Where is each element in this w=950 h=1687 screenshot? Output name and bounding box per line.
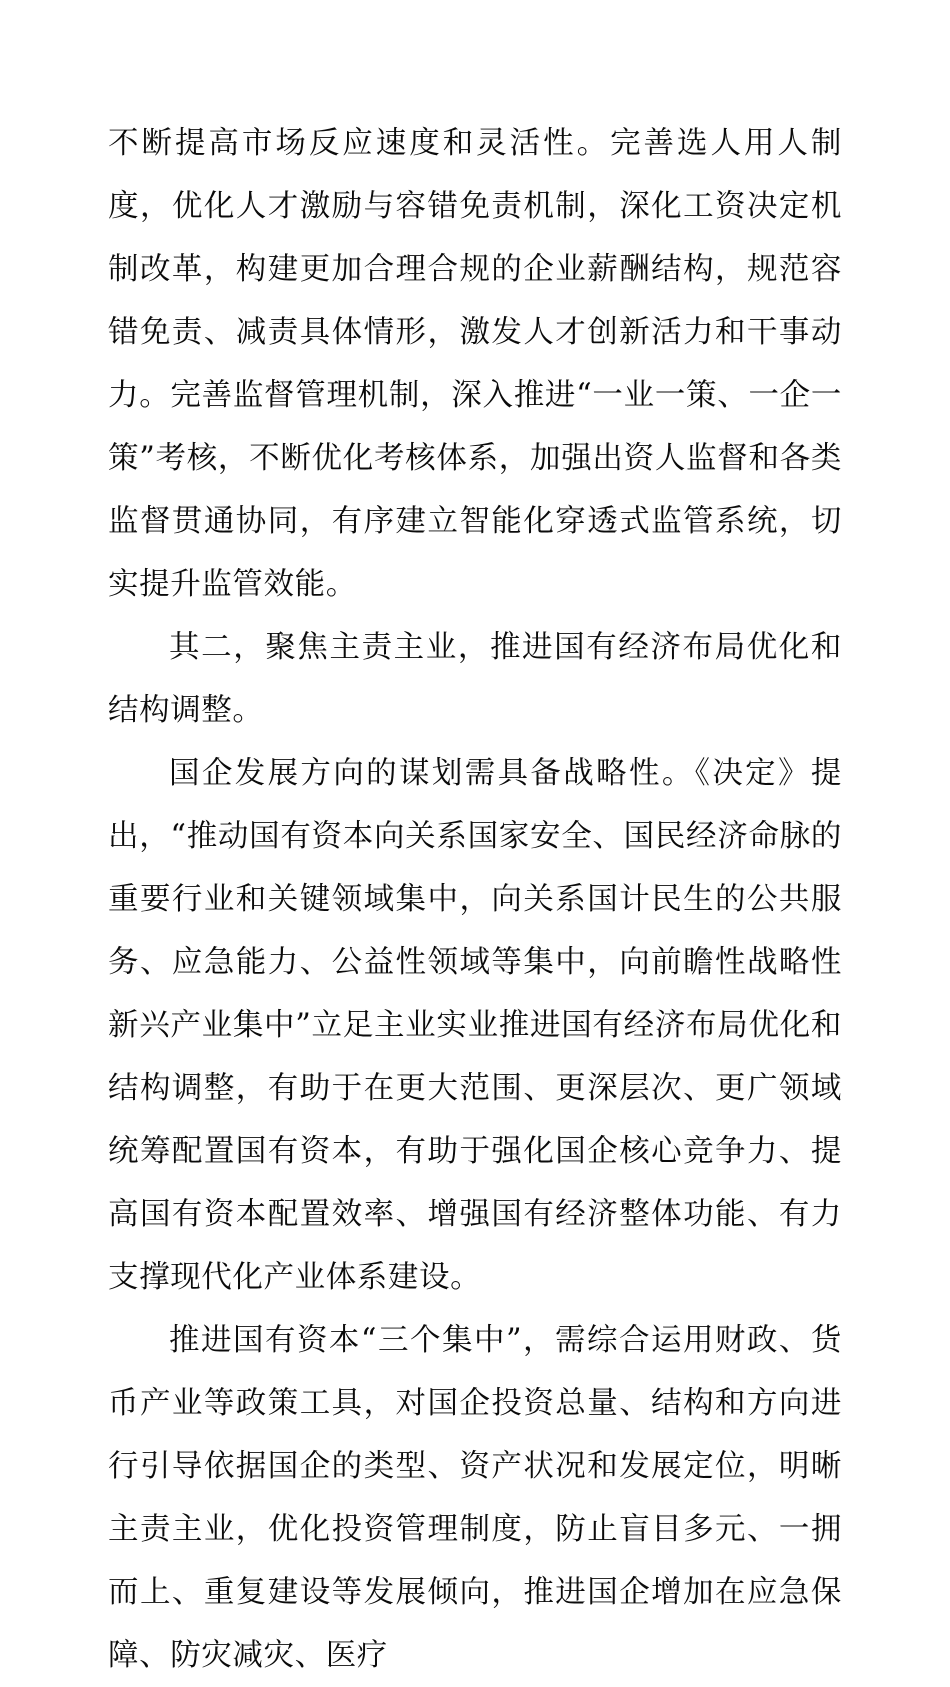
paragraph-1: 不断提高市场反应速度和灵活性。完善选人用人制度，优化人才激励与容错免责机制，深化工资决定机制改革，构建更加合理合规的企业薪酬结构，规范容错免责、减责具体情形，激发人才创新活力和干事动力。完善监督管理机制，深入推进“一业一策、一企一策”考核，不断优化考核体系，加强出资人监督和各类监督贯通协同，有序建立智能化穿透式监管系统，切实提升监管效能。 (108, 126, 842, 602)
paragraph-2: 其二，聚焦主责主业，推进国有经济布局优化和结构调整。 (108, 630, 842, 728)
paragraph-4: 推进国有资本“三个集中”，需综合运用财政、货币产业等政策工具，对国企投资总量、结构和方向进行引导依据国企的类型、资产状况和发展定位，明晰主责主业，优化投资管理制度，防止盲目多元、一拥而上、重复建设等发展倾向，推进国企增加在应急保障、防灾减灾、医疗 (108, 1323, 842, 1673)
paragraph-3: 国企发展方向的谋划需具备战略性。《决定》提出，“推动国有资本向关系国家安全、国民经济命脉的重要行业和关键领域集中，向关系国计民生的公共服务、应急能力、公益性领域等集中，向前瞻性战略性新兴产业集中”立足主业实业推进国有经济布局优化和结构调整，有助于在更大范围、更深层次、更广领域统筹配置国有资本，有助于强化国企核心竞争力、提高国有资本配置效率、增强国有经济整体功能、有力支撑现代化产业体系建设。 (108, 756, 842, 1295)
document-body (108, 112, 842, 1687)
